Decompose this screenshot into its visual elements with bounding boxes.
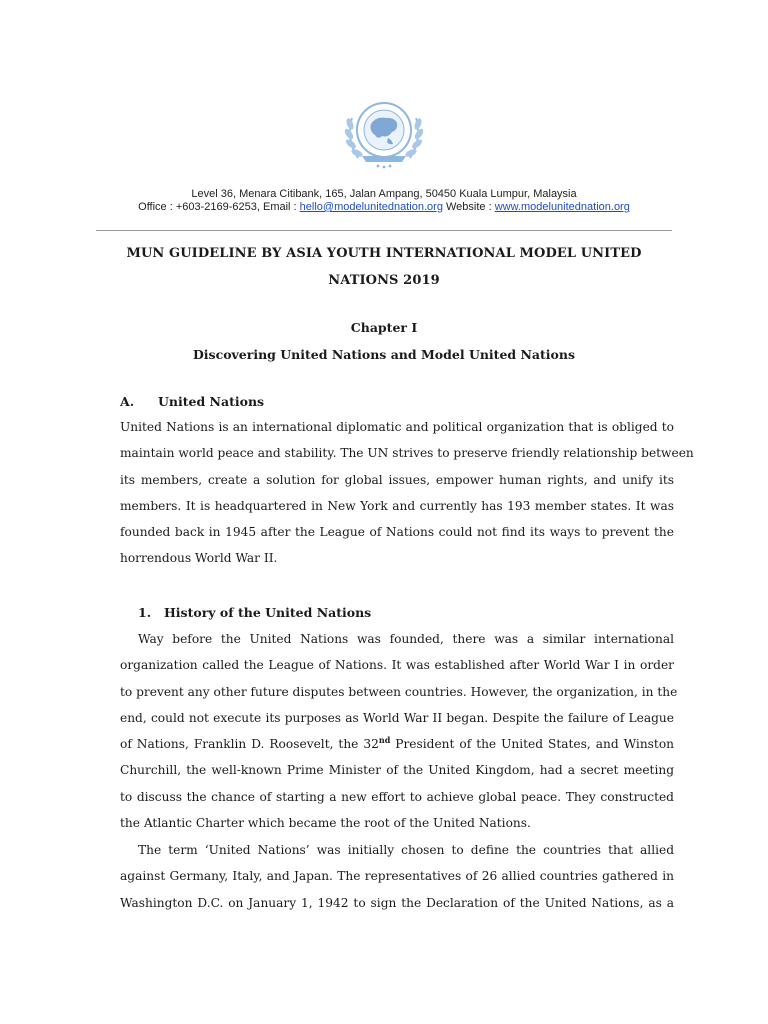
paragraph-line: against Germany, Italy, and Japan. The representatives of 26 allied countries gathered in	[120, 869, 674, 884]
paragraph-line: horrendous World War II.	[120, 551, 278, 566]
paragraph-line: to discuss the chance of starting a new effort to achieve global peace. They constructed	[120, 789, 674, 804]
paragraph-line: end, could not execute its purposes as World War II began. Despite the failure of League	[120, 710, 674, 725]
contact-line	[0, 201, 768, 214]
section-a-marker: A.	[120, 394, 135, 409]
section-1-paragraph-1	[120, 626, 678, 836]
paragraph-line: members. It is headquartered in New York and currently has 193 member states. It was	[120, 498, 674, 513]
office-address: Level 36, Menara Citibank, 165, Jalan Ampang, 50450 Kuala Lumpur, Malaysia	[191, 188, 577, 200]
website-label: Website :	[442, 201, 495, 213]
section-1-title: History of the United Nations	[164, 605, 372, 620]
paragraph-line: organization called the League of Nations. It was established after World War I in order	[120, 658, 674, 673]
paragraph-line: The term ‘United Nations’ was initially chosen to define the countries that allied	[138, 843, 674, 857]
ordinal-superscript: nd	[378, 735, 391, 746]
section-1-heading	[138, 605, 371, 621]
organization-logo	[338, 88, 430, 180]
section-a-heading	[120, 394, 264, 410]
line-text: of Nations, Franklin D. Roosevelt, the 32	[120, 737, 379, 752]
paragraph-line: the Atlantic Charter which became the root of the United Nations.	[120, 816, 531, 831]
paragraph-line: Washington D.C. on January 1, 1942 to sign the Declaration of the United Nations, as a	[120, 895, 674, 910]
paragraph-line: to prevent any other future disputes between countries. However, the organization, in the	[120, 684, 678, 699]
section-a-paragraph	[120, 414, 694, 572]
section-a-title: United Nations	[158, 394, 265, 409]
document-title	[96, 240, 672, 294]
paragraph-line: United Nations is an international diplomatic and political organization that is obliged to	[120, 420, 674, 434]
paragraph-line	[120, 731, 674, 757]
chapter-subtitle: Discovering United Nations and Model United Nations	[192, 347, 576, 362]
section-1-marker: 1.	[138, 605, 152, 620]
header-divider	[96, 230, 672, 231]
line-text: President of the United States, and Winston	[390, 737, 675, 752]
paragraph-line: founded back in 1945 after the League of Nations could not find its ways to prevent the	[120, 525, 674, 540]
letterhead	[0, 188, 768, 214]
title-line-2: NATIONS 2019	[328, 273, 440, 288]
section-1-paragraph-2	[120, 837, 674, 916]
paragraph-line: its members, create a solution for global issues, empower human rights, and unify its	[120, 472, 674, 487]
email-link[interactable]: hello@modelunitednation.org	[299, 201, 443, 213]
title-line-1: MUN GUIDELINE BY ASIA YOUTH INTERNATIONAL MODEL UNITED	[126, 246, 642, 261]
chapter-label: Chapter I	[350, 320, 418, 335]
paragraph-line: Way before the United Nations was founded, there was a similar international	[138, 632, 674, 646]
paragraph-line: maintain world peace and stability. The UN strives to preserve friendly relationship between	[120, 446, 694, 461]
paragraph-line: Churchill, the well-known Prime Minister of the United Kingdom, had a secret meeting	[120, 763, 674, 778]
website-link[interactable]: www.modelunitednation.org	[494, 201, 630, 213]
office-phone-label: Office : +603-2169-6253, Email :	[138, 201, 300, 213]
